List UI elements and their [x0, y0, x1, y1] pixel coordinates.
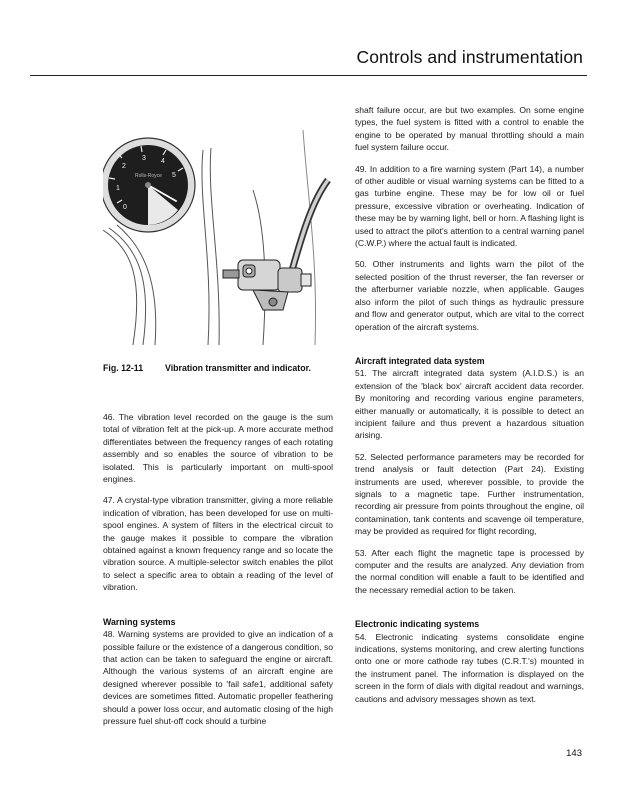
- vibration-transmitter: [223, 260, 311, 310]
- paragraph-54: 54. Electronic indicating systems consolidate engine indications, systems monitoring, and crew alerting functions onto one or more cathode ray tubes (C.R.T.'s) mounted in the instrument panel. The information is displayed on the screen in the form of dials with digital readout and warnings, cautions and advisory messages shown as text.: [355, 631, 584, 704]
- paragraph-51: 51. The aircraft integrated data system (A.I.D.S.) is an extension of the 'black box' aircraft accident data recorder. By monitoring and recording various engine parameters, either manually or automatically, it is possible to detect an incipient failure and thus prevent a hazardous situation arising.: [355, 368, 584, 441]
- heading-warning-systems: Warning systems: [103, 616, 176, 627]
- paragraph-53: 53. After each flight the magnetic tape is processed by computer and the results are analyzed. Any deviation from the normal condition will enable a fault to be identified and the necessary remedial action to be taken.: [355, 547, 584, 595]
- figure-number: Fig. 12-11: [103, 363, 144, 373]
- figure-illustration: [103, 110, 333, 345]
- gauge-scale-label: 5: [172, 172, 176, 179]
- figure-vibration-indicator: [103, 110, 333, 345]
- page-header-title: Controls and instrumentation: [356, 47, 583, 67]
- gauge-scale-label: 0: [123, 204, 127, 211]
- figure-caption: [103, 362, 343, 374]
- header-rule: [30, 75, 587, 76]
- gauge-hub: [145, 182, 151, 188]
- paragraph-52: 52. Selected performance parameters may be recorded for trend analysis or fault detection (Part 24). Existing instruments are used, wherever possible, to provide the signals to a magnetic tape. Further instrumentation, recording air pressure from points throughout the engine, oil contamination, tank contents and scavenge oil temperature, may be provided as required for flight recording,: [355, 451, 584, 537]
- right-column: [355, 104, 584, 714]
- paragraph-48: 48. Warning systems are provided to give an indication of a possible failure or the existence of a dangerous condition, so that action can be taken to safeguard the engine or aircraft. Although the various systems of an aircraft engine are designed wherever possible to 'fail safe1, additional safety devices are sometimes fitted. Automatic propeller feathering should a power loss occur, and automatic closing of the high pressure fuel shut-off cock should a turbine: [103, 629, 333, 726]
- figure-caption-text: Vibration transmitter and indicator.: [165, 363, 311, 373]
- paragraph-47: 47. A crystal-type vibration transmitter, giving a more reliable indication of vibration, has been developed for use on multi-spool engines. A system of filters in the electrical circuit to the gauge makes it possible to compare the vibration obtained against a known frequency range and so locate the vibration source. A multiple-selector switch enables the pilot to select a specific area to obtain a reading of the level of vibration.: [103, 495, 333, 593]
- paragraph-49: 49. In addition to a fire warning system (Part 14), a number of other audible or visual warning systems can be fitted to a gas turbine engine. These may be for low oil or fuel pressure, excessive vibration or overheating. Indication of these may be by warning light, bell or horn. A flashing light is used to attract the pilot's attention to a central warning panel (C.W.P.) where the actual fault is indicated.: [355, 163, 584, 249]
- gauge-scale-label: 2: [122, 163, 126, 170]
- paragraph-50: 50. Other instruments and lights warn the pilot of the selected position of the thrust reverser, the fan reverser or the afterburner variable nozzle, when applicable. Gauges also inform the pilot of such things as hydraulic pressure and flow and generator output, which are vital to the correct operation of the aircraft systems.: [355, 259, 584, 332]
- gauge-scale-label: 3: [142, 155, 146, 162]
- gauge-scale-label: 1: [116, 185, 120, 192]
- paragraph-48-continued: shaft failure occur, are but two examples. On some engine types, the fuel system is fitted with a control to enable the engine to be operated by manual throttling should a main fuel system failure occur.: [355, 105, 584, 153]
- heading-aids: Aircraft integrated data system: [355, 355, 485, 366]
- heading-electronic-indicating: Electronic indicating systems: [355, 619, 480, 630]
- gauge-scale-label: 4: [161, 158, 165, 165]
- left-column: [103, 411, 333, 736]
- page-number: 143: [566, 748, 582, 759]
- paragraph-46: 46. The vibration level recorded on the gauge is the sum total of vibration felt at the pick-up. A more accurate method differentiates between the frequency ranges of each rotating assembly and so enables the source of vibration to be isolated. This is particularly important on multi-spool engines.: [103, 412, 333, 485]
- gauge-brand-label: Rolls-Royce: [135, 173, 162, 179]
